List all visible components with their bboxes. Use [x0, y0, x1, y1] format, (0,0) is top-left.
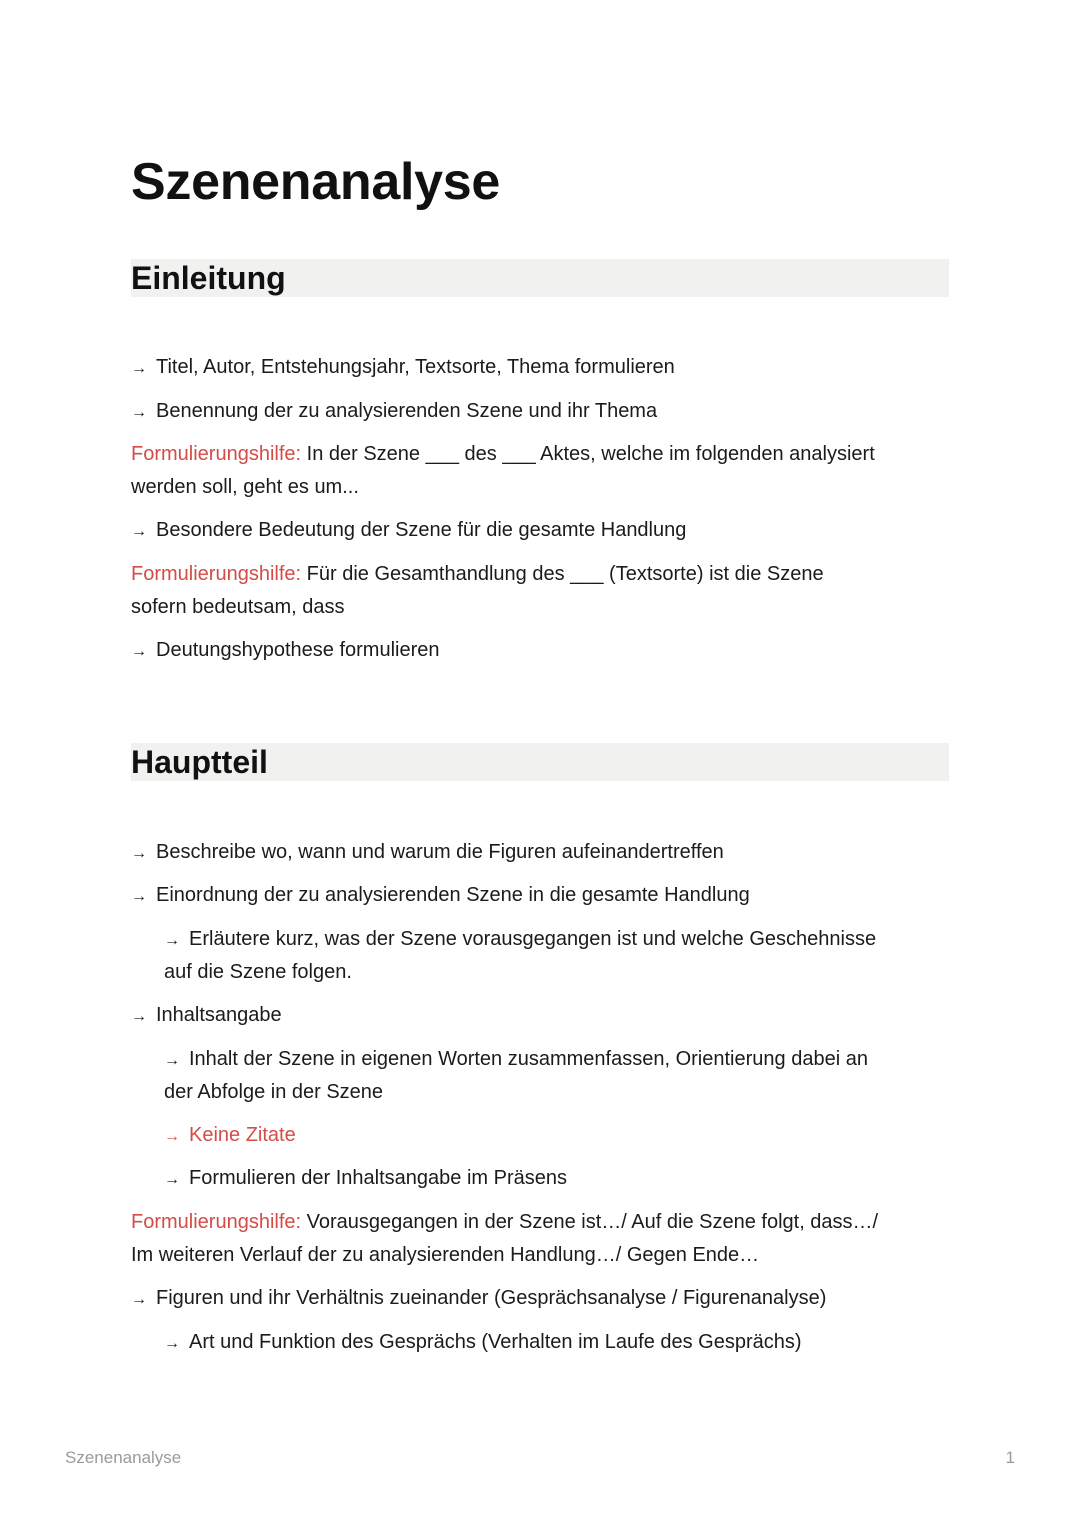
page-title: Szenenanalyse [131, 153, 500, 211]
einleitung-item-3 [131, 514, 686, 548]
hint-text: Für die Gesamthandlung des ___ (Textsorte) ist die Szene [301, 563, 824, 585]
footer-title: Szenenanalyse [65, 1448, 182, 1467]
hauptteil-subitem-1 [164, 923, 876, 957]
hauptteil-hint-continuation: Im weiteren Verlauf der zu analysierenden Handlung…/ Gegen Ende… [131, 1244, 760, 1266]
hauptteil-subitem-3-text: Keine Zitate [189, 1124, 296, 1146]
hauptteil-item-3 [131, 999, 282, 1033]
einleitung-item-2-text: Benennung der zu analysierenden Szene und ihr Thema [156, 400, 658, 422]
hauptteil-item-3-text: Inhaltsangabe [156, 1004, 282, 1026]
einleitung-item-3-text: Besondere Bedeutung der Szene für die gesamte Handlung [156, 519, 687, 541]
hauptteil-subitem-1-text: Erläutere kurz, was der Szene vorausgegangen ist und welche Geschehnisse [189, 928, 877, 950]
hauptteil-item-2 [131, 879, 750, 913]
hauptteil-subitem-2-continuation: der Abfolge in der Szene [164, 1081, 384, 1103]
hint-label: Formulierungshilfe: [131, 443, 302, 465]
einleitung-hint-2 [131, 558, 824, 591]
hauptteil-item-2-text: Einordnung der zu analysierenden Szene in die gesamte Handlung [156, 884, 750, 906]
arrow-right-icon: → [164, 1052, 180, 1069]
hauptteil-subitem-2-text: Inhalt der Szene in eigenen Worten zusammenfassen, Orientierung dabei an [189, 1048, 868, 1070]
hauptteil-item-4 [131, 1282, 826, 1316]
hauptteil-item-1-text: Beschreibe wo, wann und warum die Figuren aufeinandertreffen [156, 841, 724, 863]
arrow-right-icon: → [131, 1008, 147, 1025]
hint-label: Formulierungshilfe: [131, 1211, 302, 1233]
hauptteil-subitem-4 [164, 1162, 567, 1196]
arrow-right-icon: → [131, 404, 147, 421]
arrow-right-icon: → [131, 888, 147, 905]
section-heading-hauptteil: Hauptteil [131, 743, 949, 781]
arrow-right-icon: → [164, 932, 180, 949]
hint-label: Formulierungshilfe: [131, 563, 302, 585]
arrow-right-icon: → [164, 1171, 180, 1188]
hint-text: In der Szene ___ des ___ Aktes, welche im folgenden analysiert [301, 443, 875, 465]
arrow-right-icon: → [131, 643, 147, 660]
footer-page-number: 1 [1005, 1448, 1015, 1467]
hauptteil-subitem-4-text: Formulieren der Inhaltsangabe im Präsens [189, 1167, 567, 1189]
hauptteil-subitem-2 [164, 1043, 868, 1077]
arrow-right-icon: → [131, 845, 147, 862]
einleitung-hint-1-continuation: werden soll, geht es um... [131, 476, 359, 498]
hauptteil-subitem-3 [164, 1119, 296, 1153]
arrow-right-icon: → [131, 1291, 147, 1308]
hauptteil-item-4-text: Figuren und ihr Verhältnis zueinander (Gesprächsanalyse / Figurenanalyse) [156, 1287, 827, 1309]
einleitung-item-4-text: Deutungshypothese formulieren [156, 639, 440, 661]
hint-text: Vorausgegangen in der Szene ist…/ Auf die Szene folgt, dass…/ [301, 1211, 879, 1233]
arrow-right-icon: → [164, 1335, 180, 1352]
einleitung-hint-2-continuation: sofern bedeutsam, dass [131, 596, 345, 618]
hauptteil-subitem-5-text: Art und Funktion des Gesprächs (Verhalten im Laufe des Gesprächs) [189, 1331, 802, 1353]
arrow-right-icon: → [164, 1128, 180, 1145]
hauptteil-hint [131, 1206, 878, 1239]
arrow-right-icon: → [131, 523, 147, 540]
section-heading-einleitung: Einleitung [131, 259, 949, 297]
arrow-right-icon: → [131, 360, 147, 377]
einleitung-item-1-text: Titel, Autor, Entstehungsjahr, Textsorte, Thema formulieren [156, 356, 675, 378]
hauptteil-item-1 [131, 836, 724, 870]
einleitung-item-4 [131, 634, 440, 668]
einleitung-hint-1 [131, 438, 875, 471]
einleitung-item-1 [131, 351, 675, 385]
hauptteil-subitem-1-continuation: auf die Szene folgen. [164, 961, 352, 983]
hauptteil-subitem-5 [164, 1326, 802, 1360]
einleitung-item-2 [131, 395, 657, 429]
